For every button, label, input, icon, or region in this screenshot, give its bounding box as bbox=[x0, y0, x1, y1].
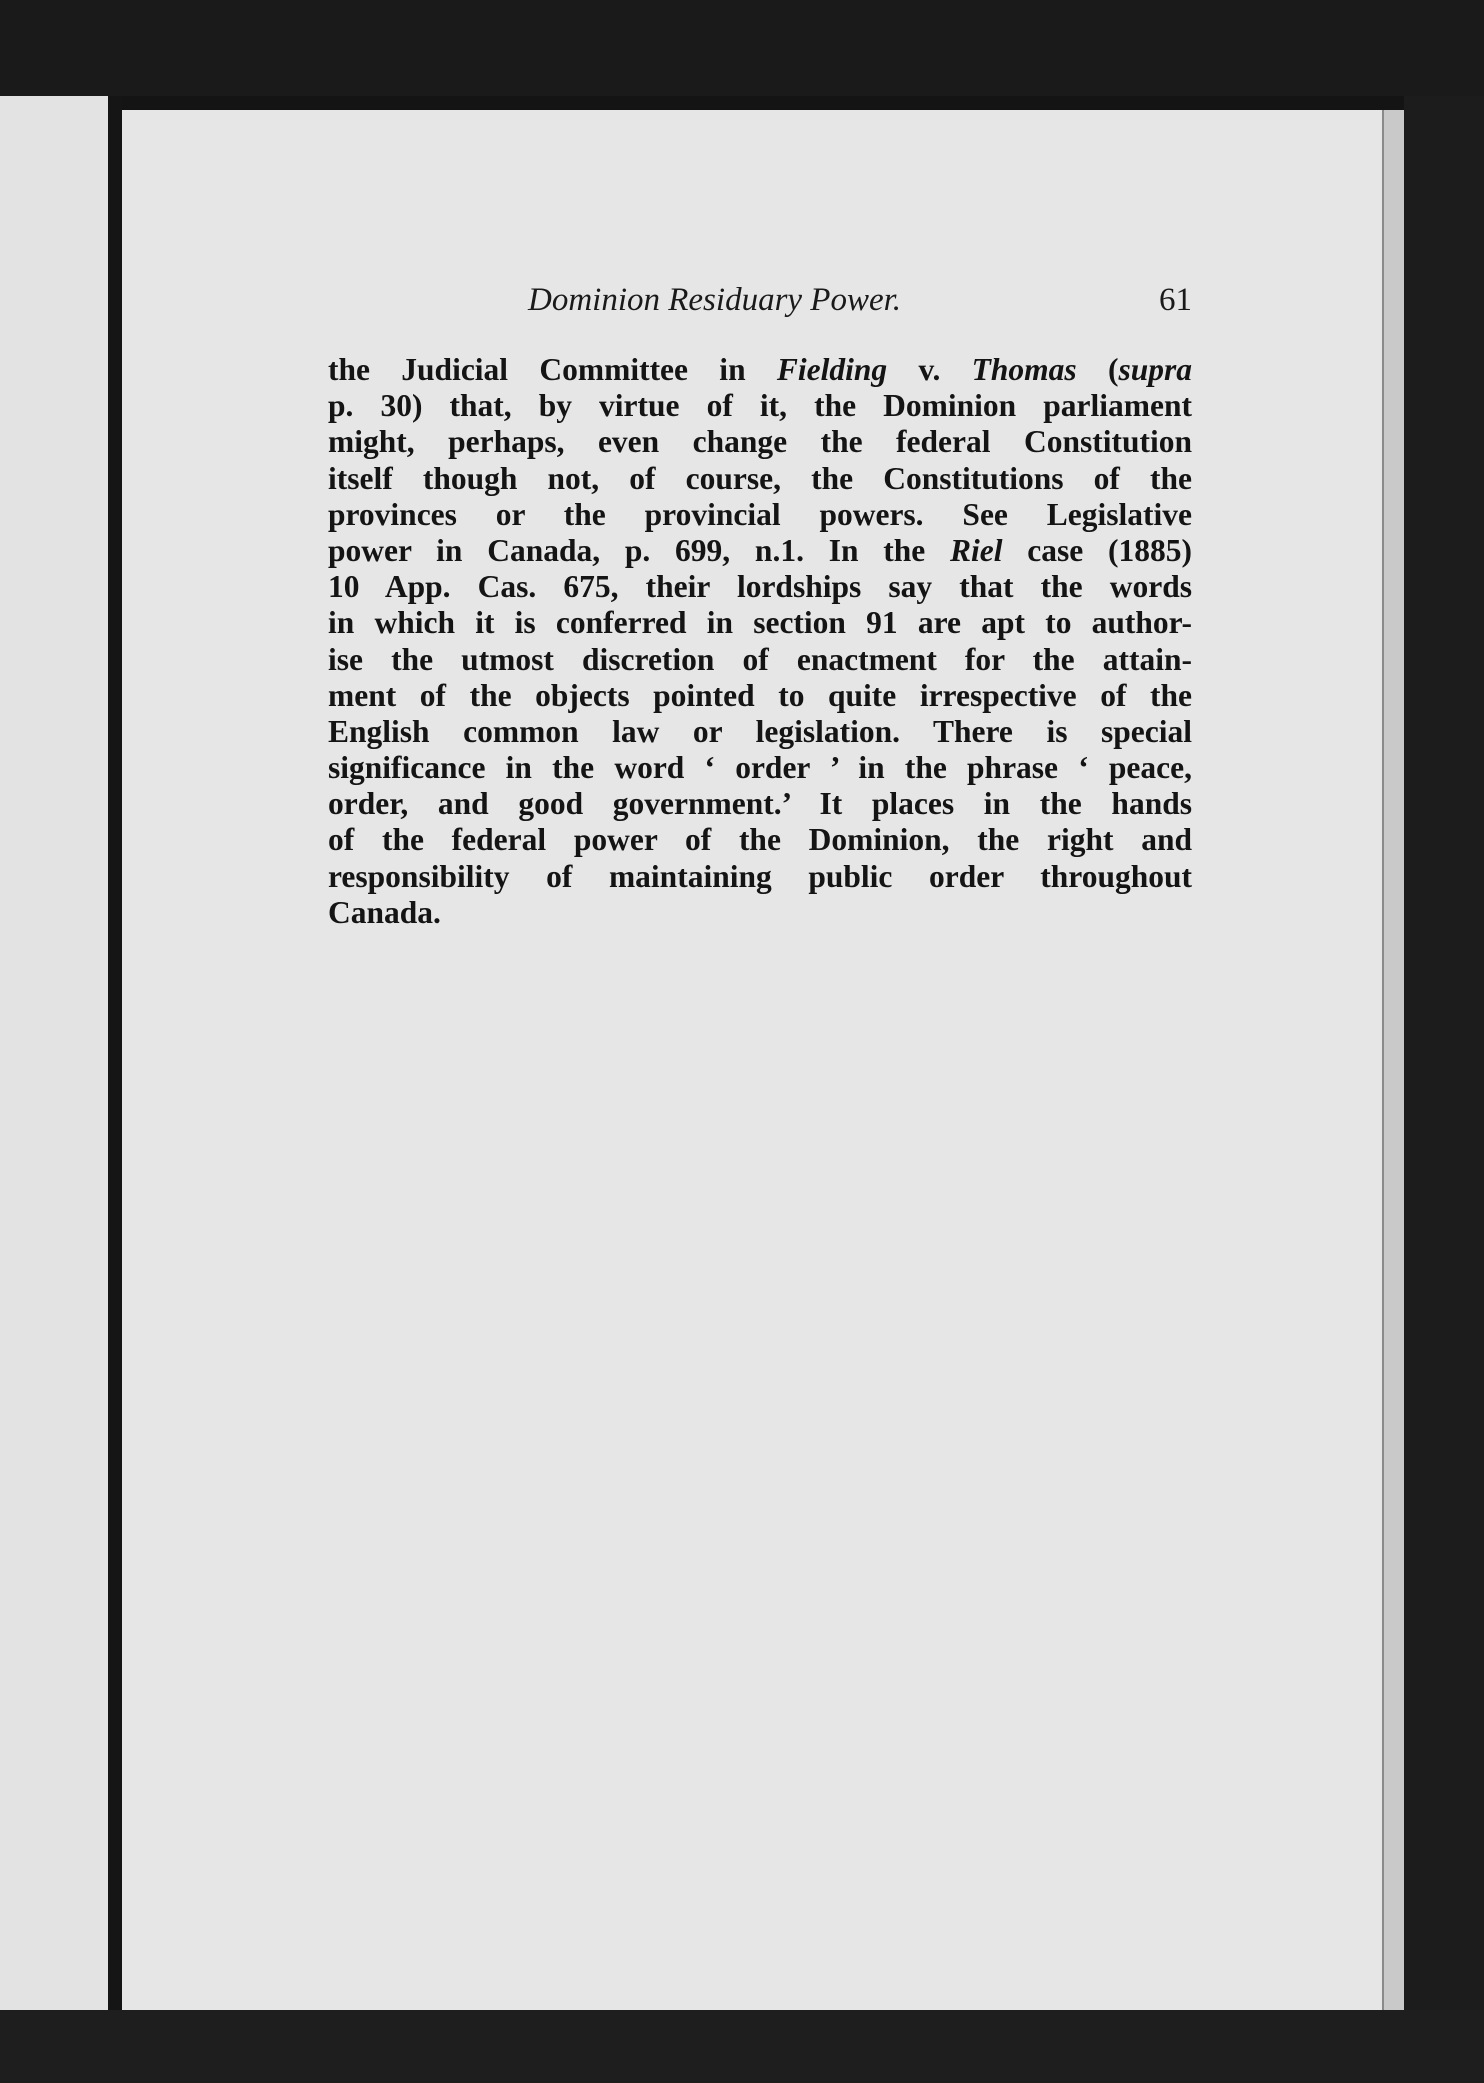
scan-background-right bbox=[1404, 96, 1484, 2010]
text-line: in which it is conferred in section 91 are apt to author- bbox=[328, 605, 1192, 641]
text-line: power in Canada, p. 699, n.1. In the Riel case (1885) bbox=[328, 532, 1192, 568]
text-line: significance in the word ‘ order ’ in the phrase ‘ peace, bbox=[328, 750, 1192, 786]
text-line: ment of the objects pointed to quite irrespective of the bbox=[328, 677, 1192, 713]
text-line: provinces or the provincial powers. See Legislative bbox=[328, 496, 1192, 532]
text-line: of the federal power of the Dominion, the right and bbox=[328, 822, 1192, 858]
text-line: itself though not, of course, the Constitutions of the bbox=[328, 460, 1192, 496]
text-line: order, and good government.’ It places in the hands bbox=[328, 786, 1192, 822]
supra-italic: supra bbox=[1118, 352, 1193, 387]
book-gutter bbox=[108, 96, 122, 2010]
page-number: 61 bbox=[1159, 282, 1192, 318]
text-line: p. 30) that, by virtue of it, the Dominion parliament bbox=[328, 388, 1192, 424]
running-head bbox=[328, 282, 1192, 326]
running-head-title: Dominion Residuary Power. bbox=[528, 282, 902, 318]
text-line: responsibility of maintaining public order throughout bbox=[328, 858, 1192, 894]
page-stack-edge bbox=[1382, 110, 1406, 2010]
text-line: Canada. bbox=[328, 894, 441, 930]
body-paragraph bbox=[328, 352, 1192, 931]
scan-background-bottom bbox=[0, 2010, 1484, 2083]
case-name-italic: Thomas bbox=[971, 352, 1077, 387]
case-name-italic: Riel bbox=[950, 532, 1003, 568]
text-line: 10 App. Cas. 675, their lordships say that the words bbox=[328, 569, 1192, 605]
text-line: the Judicial Committee in Fielding v. Thomas (supra bbox=[328, 352, 1193, 387]
text-line: might, perhaps, even change the federal Constitution bbox=[328, 424, 1192, 460]
text-line: ise the utmost discretion of enactment for the attain- bbox=[328, 641, 1192, 677]
case-name-italic: Fielding bbox=[776, 352, 888, 387]
facing-page-edge bbox=[0, 96, 108, 2010]
scan-background-top bbox=[0, 0, 1484, 96]
text-line: English common law or legislation. There is special bbox=[328, 713, 1192, 749]
